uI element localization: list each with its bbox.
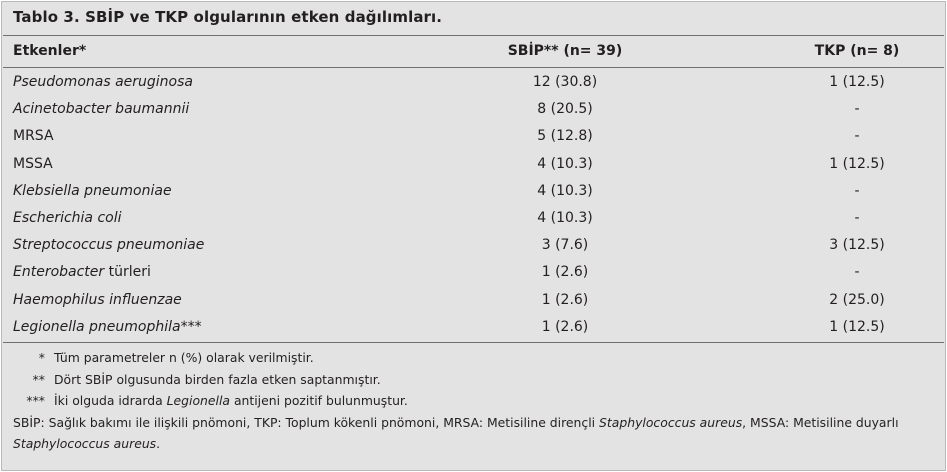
abbreviations-note: SBİP: Sağlık bakımı ile ilişkili pnömoni, TKP: Toplum kökenli pnömoni, MRSA: Metisiline dirençli Staphylococcus aureus, MSSA: Metisiline duyarlı Staphylococcus aureus. [13,414,899,451]
table-body [2,70,945,342]
header-etkenler: Etkenler* [13,43,87,59]
pathogen-name: MSSA [13,155,53,172]
sbip-value: 12 (30.8) [532,74,598,90]
pathogen-name: MRSA [13,128,54,145]
table-row [2,179,945,206]
sbip-value: 8 (20.5) [537,101,593,118]
table-row [2,315,945,342]
tkp-value: 3 (12.5) [829,237,885,254]
pathogen-name: Legionella pneumophila*** [13,318,202,335]
table-title: Tablo 3. SBİP ve TKP olgularının etken dağılımları. [13,8,443,26]
tkp-value: 1 (12.5) [829,74,885,90]
footnote [13,369,943,391]
tkp-value: - [854,182,860,199]
pathogen-name: Streptococcus pneumoniae [13,237,205,254]
sbip-value: 4 (10.3) [537,182,593,199]
tkp-value: - [854,264,860,281]
sbip-value: 5 (12.8) [537,128,593,145]
footnote-marker: *** [26,393,45,408]
sbip-value: 4 (10.3) [537,209,593,226]
pathogen-name: Acinetobacter baumannii [13,101,190,118]
pathogen-name: Haemophilus influenzae [13,291,182,308]
footnote: *** İki olguda idrarda Legionella antijeni pozitif bulunmuştur. [13,390,943,412]
sbip-value: 4 (10.3) [537,155,593,172]
sbip-value: 1 (2.6) [541,291,589,308]
table-row [2,233,945,260]
footnote-text: Dört SBİP olgusunda birden fazla etken saptanmıştır. [54,371,381,387]
tkp-value: - [854,101,860,118]
footnote-marker: * [38,350,45,365]
table-row [2,97,945,124]
pathogen-name: Escherichia coli [13,209,122,226]
footnote-text: Tüm parametreler n (%) olarak verilmiştir. [54,350,314,365]
tkp-value: 2 (25.0) [829,291,885,308]
sbip-value: 3 (7.6) [541,237,589,254]
header-tkp: TKP (n= 8) [814,43,900,59]
pathogen-name: Klebsiella pneumoniae [13,182,172,199]
table-row [2,70,945,97]
footer-divider [3,342,944,343]
pathogen-name: Pseudomonas aeruginosa [13,74,193,90]
table-row [2,152,945,179]
table-row [2,260,945,287]
tkp-value: 1 (12.5) [829,318,885,335]
table-notes [13,347,943,454]
header-divider [3,67,944,68]
table-row [2,206,945,233]
table-row [2,288,945,315]
footnote [13,347,943,369]
title-divider [3,35,944,36]
sbip-value: 1 (2.6) [541,264,589,281]
footnote-text: İki olguda idrarda [54,393,167,408]
pathogen-name: Enterobacter türleri [13,264,151,281]
footnote-marker: ** [32,371,45,387]
sbip-value: 1 (2.6) [541,318,589,335]
header-sbip: SBİP** (n= 39) [507,43,623,59]
tkp-value: - [854,128,860,145]
tkp-value: 1 (12.5) [829,155,885,172]
table-container [1,1,946,471]
table-row [2,124,945,151]
tkp-value: - [854,209,860,226]
